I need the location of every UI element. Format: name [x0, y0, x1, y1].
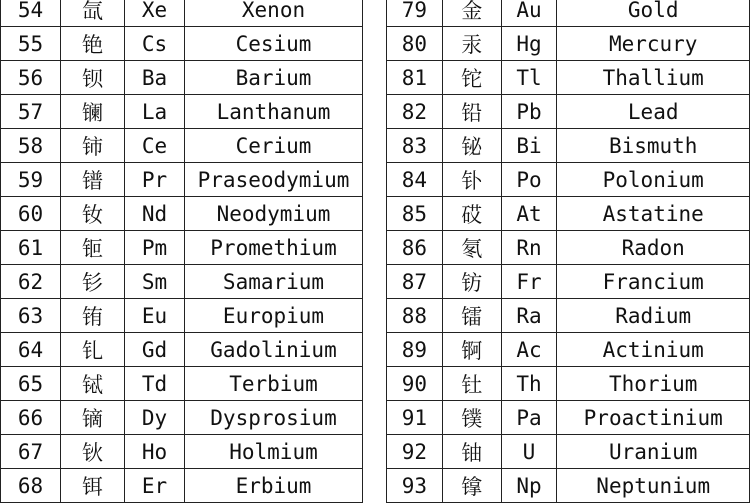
- chinese-name-cell: 铕: [61, 299, 125, 333]
- atomic-number-cell: 87: [387, 265, 443, 299]
- element-symbol-cell: Ba: [125, 61, 185, 95]
- atomic-number-cell: 92: [387, 435, 443, 469]
- element-symbol-cell: Tl: [501, 61, 557, 95]
- element-symbol-cell: Np: [501, 469, 557, 503]
- element-symbol-cell: Er: [125, 469, 185, 503]
- element-symbol-cell: La: [125, 95, 185, 129]
- element-name-cell: Actinium: [557, 333, 750, 367]
- table-row: [1, 129, 363, 163]
- atomic-number-cell: 59: [1, 163, 61, 197]
- element-name-cell: Europium: [185, 299, 363, 333]
- atomic-number-cell: 81: [387, 61, 443, 95]
- atomic-number-cell: 89: [387, 333, 443, 367]
- chinese-name-cell: 钕: [61, 197, 125, 231]
- element-name-cell: Lead: [557, 95, 750, 129]
- element-table-right: [386, 0, 750, 503]
- table-row: [387, 435, 750, 469]
- atomic-number-cell: 61: [1, 231, 61, 265]
- element-name-cell: Cerium: [185, 129, 363, 163]
- element-name-cell: Radon: [557, 231, 750, 265]
- table-row: [387, 231, 750, 265]
- atomic-number-cell: 84: [387, 163, 443, 197]
- atomic-number-cell: 85: [387, 197, 443, 231]
- element-name-cell: Xenon: [185, 0, 363, 27]
- element-name-cell: Barium: [185, 61, 363, 95]
- table-row: [1, 333, 363, 367]
- atomic-number-cell: 82: [387, 95, 443, 129]
- element-symbol-cell: Th: [501, 367, 557, 401]
- element-symbol-cell: Bi: [501, 129, 557, 163]
- element-symbol-cell: Po: [501, 163, 557, 197]
- chinese-name-cell: 铒: [61, 469, 125, 503]
- table-row: [1, 163, 363, 197]
- element-symbol-cell: Cs: [125, 27, 185, 61]
- element-symbol-cell: Pr: [125, 163, 185, 197]
- atomic-number-cell: 79: [387, 0, 443, 27]
- table-row: [1, 299, 363, 333]
- table-row: [1, 469, 363, 503]
- atomic-number-cell: 55: [1, 27, 61, 61]
- chinese-name-cell: 镭: [442, 299, 501, 333]
- element-name-cell: Gadolinium: [185, 333, 363, 367]
- element-symbol-cell: U: [501, 435, 557, 469]
- chinese-name-cell: 钬: [61, 435, 125, 469]
- atomic-number-cell: 93: [387, 469, 443, 503]
- chinese-name-cell: 镤: [442, 401, 501, 435]
- element-symbol-cell: Nd: [125, 197, 185, 231]
- element-name-cell: Holmium: [185, 435, 363, 469]
- atomic-number-cell: 80: [387, 27, 443, 61]
- table-row: [1, 27, 363, 61]
- element-name-cell: Polonium: [557, 163, 750, 197]
- table-row: [387, 299, 750, 333]
- element-name-cell: Erbium: [185, 469, 363, 503]
- table-row: [1, 231, 363, 265]
- element-name-cell: Promethium: [185, 231, 363, 265]
- chinese-name-cell: 铽: [61, 367, 125, 401]
- element-symbol-cell: Ra: [501, 299, 557, 333]
- element-name-cell: Dysprosium: [185, 401, 363, 435]
- chinese-name-cell: 铅: [442, 95, 501, 129]
- element-symbol-cell: Eu: [125, 299, 185, 333]
- chinese-name-cell: 铀: [442, 435, 501, 469]
- element-name-cell: Bismuth: [557, 129, 750, 163]
- chinese-name-cell: 砹: [442, 197, 501, 231]
- table-row: [387, 333, 750, 367]
- element-name-cell: Samarium: [185, 265, 363, 299]
- element-symbol-cell: Sm: [125, 265, 185, 299]
- chinese-name-cell: 铊: [442, 61, 501, 95]
- element-symbol-cell: At: [501, 197, 557, 231]
- chinese-name-cell: 钫: [442, 265, 501, 299]
- table-row: [387, 401, 750, 435]
- atomic-number-cell: 65: [1, 367, 61, 401]
- table-row: [387, 27, 750, 61]
- element-symbol-cell: Au: [501, 0, 557, 27]
- element-symbol-cell: Td: [125, 367, 185, 401]
- table-row: [387, 0, 750, 27]
- atomic-number-cell: 62: [1, 265, 61, 299]
- element-symbol-cell: Dy: [125, 401, 185, 435]
- chinese-name-cell: 镨: [61, 163, 125, 197]
- element-name-cell: Praseodymium: [185, 163, 363, 197]
- table-row: [1, 0, 363, 27]
- element-name-cell: Astatine: [557, 197, 750, 231]
- table-row: [1, 61, 363, 95]
- atomic-number-cell: 90: [387, 367, 443, 401]
- table-row: [1, 435, 363, 469]
- chinese-name-cell: 金: [442, 0, 501, 27]
- element-symbol-cell: Ac: [501, 333, 557, 367]
- element-name-cell: Radium: [557, 299, 750, 333]
- atomic-number-cell: 58: [1, 129, 61, 163]
- chinese-name-cell: 钐: [61, 265, 125, 299]
- chinese-name-cell: 钍: [442, 367, 501, 401]
- element-symbol-cell: Xe: [125, 0, 185, 27]
- table-row: [1, 367, 363, 401]
- element-symbol-cell: Pb: [501, 95, 557, 129]
- chinese-name-cell: 镧: [61, 95, 125, 129]
- atomic-number-cell: 57: [1, 95, 61, 129]
- atomic-number-cell: 63: [1, 299, 61, 333]
- element-symbol-cell: Fr: [501, 265, 557, 299]
- atomic-number-cell: 54: [1, 0, 61, 27]
- atomic-number-cell: 60: [1, 197, 61, 231]
- element-name-cell: Gold: [557, 0, 750, 27]
- element-name-cell: Thorium: [557, 367, 750, 401]
- element-name-cell: Neptunium: [557, 469, 750, 503]
- atomic-number-cell: 64: [1, 333, 61, 367]
- table-row: [1, 95, 363, 129]
- chinese-name-cell: 汞: [442, 27, 501, 61]
- atomic-number-cell: 66: [1, 401, 61, 435]
- element-symbol-cell: Pm: [125, 231, 185, 265]
- chinese-name-cell: 锕: [442, 333, 501, 367]
- element-name-cell: Proactinium: [557, 401, 750, 435]
- element-name-cell: Terbium: [185, 367, 363, 401]
- table-row: [387, 61, 750, 95]
- atomic-number-cell: 67: [1, 435, 61, 469]
- chinese-name-cell: 钋: [442, 163, 501, 197]
- chinese-name-cell: 镝: [61, 401, 125, 435]
- element-symbol-cell: Gd: [125, 333, 185, 367]
- table-row: [387, 163, 750, 197]
- chinese-name-cell: 钡: [61, 61, 125, 95]
- element-name-cell: Cesium: [185, 27, 363, 61]
- table-row: [387, 265, 750, 299]
- table-row: [387, 95, 750, 129]
- atomic-number-cell: 88: [387, 299, 443, 333]
- atomic-number-cell: 68: [1, 469, 61, 503]
- chinese-name-cell: 铯: [61, 27, 125, 61]
- element-symbol-cell: Rn: [501, 231, 557, 265]
- atomic-number-cell: 86: [387, 231, 443, 265]
- chinese-name-cell: 氡: [442, 231, 501, 265]
- element-name-cell: Neodymium: [185, 197, 363, 231]
- element-symbol-cell: Ho: [125, 435, 185, 469]
- element-symbol-cell: Pa: [501, 401, 557, 435]
- element-symbol-cell: Hg: [501, 27, 557, 61]
- atomic-number-cell: 83: [387, 129, 443, 163]
- table-row: [387, 367, 750, 401]
- chinese-name-cell: 铋: [442, 129, 501, 163]
- table-row: [387, 197, 750, 231]
- chinese-name-cell: 钆: [61, 333, 125, 367]
- element-table-left: [0, 0, 363, 503]
- chinese-name-cell: 氙: [61, 0, 125, 27]
- element-name-cell: Thallium: [557, 61, 750, 95]
- table-row: [1, 265, 363, 299]
- element-name-cell: Lanthanum: [185, 95, 363, 129]
- atomic-number-cell: 91: [387, 401, 443, 435]
- table-row: [387, 129, 750, 163]
- element-symbol-cell: Ce: [125, 129, 185, 163]
- element-name-cell: Uranium: [557, 435, 750, 469]
- chinese-name-cell: 铈: [61, 129, 125, 163]
- element-name-cell: Mercury: [557, 27, 750, 61]
- table-row: [387, 469, 750, 503]
- chinese-name-cell: 钷: [61, 231, 125, 265]
- atomic-number-cell: 56: [1, 61, 61, 95]
- element-name-cell: Francium: [557, 265, 750, 299]
- table-row: [1, 197, 363, 231]
- table-row: [1, 401, 363, 435]
- chinese-name-cell: 镎: [442, 469, 501, 503]
